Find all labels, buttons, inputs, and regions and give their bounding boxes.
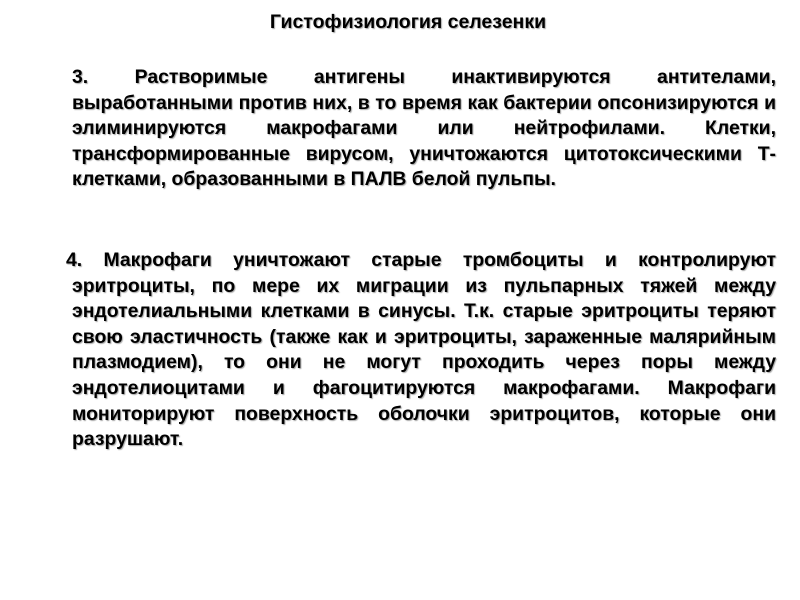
paragraph-4: 4. Макрофаги уничтожают старые тромбоциты и контролируют эритроциты, по мере их миграции из пульпарных тяжей между эндотелиальными клетками в синусы. Т.к. старые эритроциты теряют свою эластичность (также как и эритроциты, зараженные малярийным плазмодием), то они не могут проходить через поры между эндотелиоцитами и фагоцитируются макрофагами. Макрофаги мониторируют поверхность оболочки эритроцитов, которые они разрушают. bbox=[66, 249, 776, 451]
paragraph-3: 3. Растворимые антигены инактивируются антителами, выработанными против них, в то время как бактерии опсонизируются и элиминируются макрофагами или нейтрофилами. Клетки, трансформированные вирусом, уничтожаются цитотоксическими Т-клетками, образованными в ПАЛВ белой пульпы. bbox=[72, 66, 776, 191]
slide-title: Гистофизиология селезенки bbox=[269, 11, 547, 33]
